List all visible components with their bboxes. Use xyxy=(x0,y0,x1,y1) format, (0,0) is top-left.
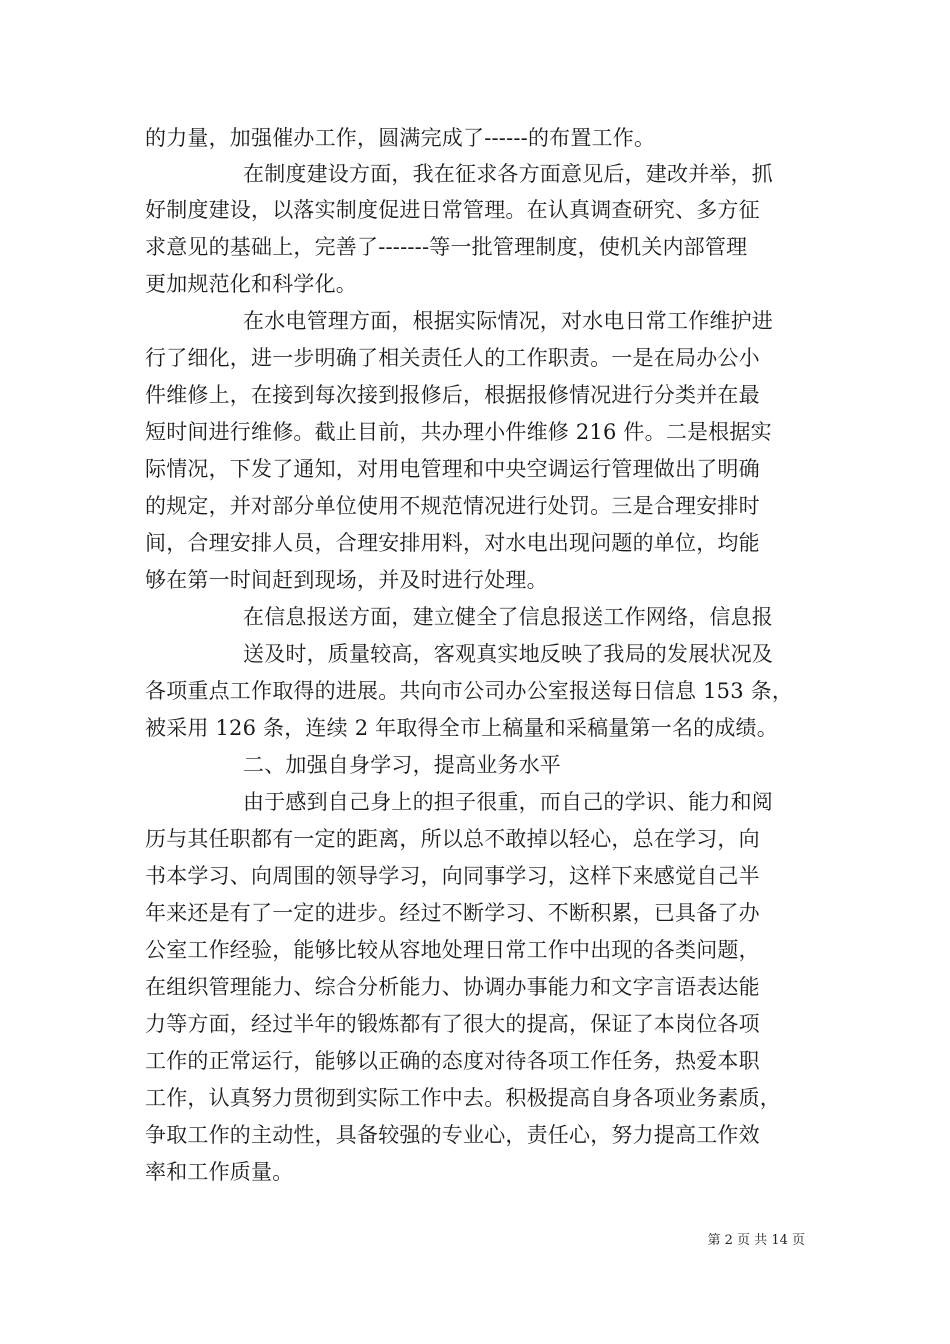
paragraph-line: 力等方面，经过半年的锻炼都有了很大的提高，保证了本岗位各项 xyxy=(145,1012,760,1036)
paragraph-line: 在制度建设方面，我在征求各方面意见后，建改并举，抓 xyxy=(243,162,773,186)
paragraph-line: 由于感到自己身上的担子很重，而自己的学识、能力和阅 xyxy=(243,790,773,814)
paragraph-line: 更加规范化和科学化。 xyxy=(145,272,357,296)
paragraph-line: 工作，认真努力贯彻到实际工作中去。积极提高自身各项业务素质， xyxy=(145,1086,781,1110)
paragraph-line: 求意见的基础上，完善了-------等一批管理制度，使机关内部管理 xyxy=(145,235,748,259)
paragraph-line: 被采用 126 条，连续 2 年取得全市上稿量和采稿量第一名的成绩。 xyxy=(145,716,778,740)
paragraph-line: 率和工作质量。 xyxy=(145,1160,294,1184)
paragraph-line: 件维修上，在接到每次接到报修后，根据报修情况进行分类并在最 xyxy=(145,383,760,407)
paragraph-line: 间，合理安排人员，合理安排用料，对水电出现问题的单位，均能 xyxy=(145,531,760,555)
paragraph-line: 书本学习、向周围的领导学习，向同事学习，这样下来感觉自己半 xyxy=(145,864,760,888)
paragraph-line: 在组织管理能力、综合分析能力、协调办事能力和文字言语表达能 xyxy=(145,975,760,999)
paragraph-line: 行了细化，进一步明确了相关责任人的工作职责。一是在局办公小 xyxy=(145,346,760,370)
paragraph-line: 的规定，并对部分单位使用不规范情况进行处罚。三是合理安排时 xyxy=(145,494,760,518)
paragraph-line: 历与其任职都有一定的距离，所以总不敢掉以轻心，总在学习，向 xyxy=(145,827,760,851)
page-number: 第 2 页 共 14 页 xyxy=(707,1233,805,1248)
paragraph-line: 各项重点工作取得的进展。共向市公司办公室报送每日信息 153 条， xyxy=(145,679,794,703)
section-heading: 二、加强自身学习，提高业务水平 xyxy=(243,753,561,777)
paragraph-line: 好制度建设，以落实制度促进日常管理。在认真调查研究、多方征 xyxy=(145,198,760,222)
paragraph-line: 在信息报送方面，建立健全了信息报送工作网络，信息报 xyxy=(243,605,773,629)
paragraph-line: 际情况，下发了通知，对用电管理和中央空调运行管理做出了明确 xyxy=(145,457,760,481)
paragraph-line: 送及时，质量较高，客观真实地反映了我局的发展状况及 xyxy=(243,642,773,666)
paragraph-line: 在水电管理方面，根据实际情况，对水电日常工作维护进 xyxy=(243,309,773,333)
paragraph-line: 年来还是有了一定的进步。经过不断学习、不断积累，已具备了办 xyxy=(145,901,760,925)
paragraph-line: 的力量，加强催办工作，圆满完成了------的布置工作。 xyxy=(145,126,656,150)
paragraph-line: 工作的正常运行，能够以正确的态度对待各项工作任务，热爱本职 xyxy=(145,1049,760,1073)
paragraph-line: 够在第一时间赶到现场，并及时进行处理。 xyxy=(145,568,548,592)
paragraph-line: 争取工作的主动性，具备较强的专业心，责任心，努力提高工作效 xyxy=(145,1123,760,1147)
paragraph-line: 短时间进行维修。截止目前，共办理小件维修 216 件。二是根据实 xyxy=(145,420,772,444)
paragraph-line: 公室工作经验，能够比较从容地处理日常工作中出现的各类问题， xyxy=(145,938,760,962)
